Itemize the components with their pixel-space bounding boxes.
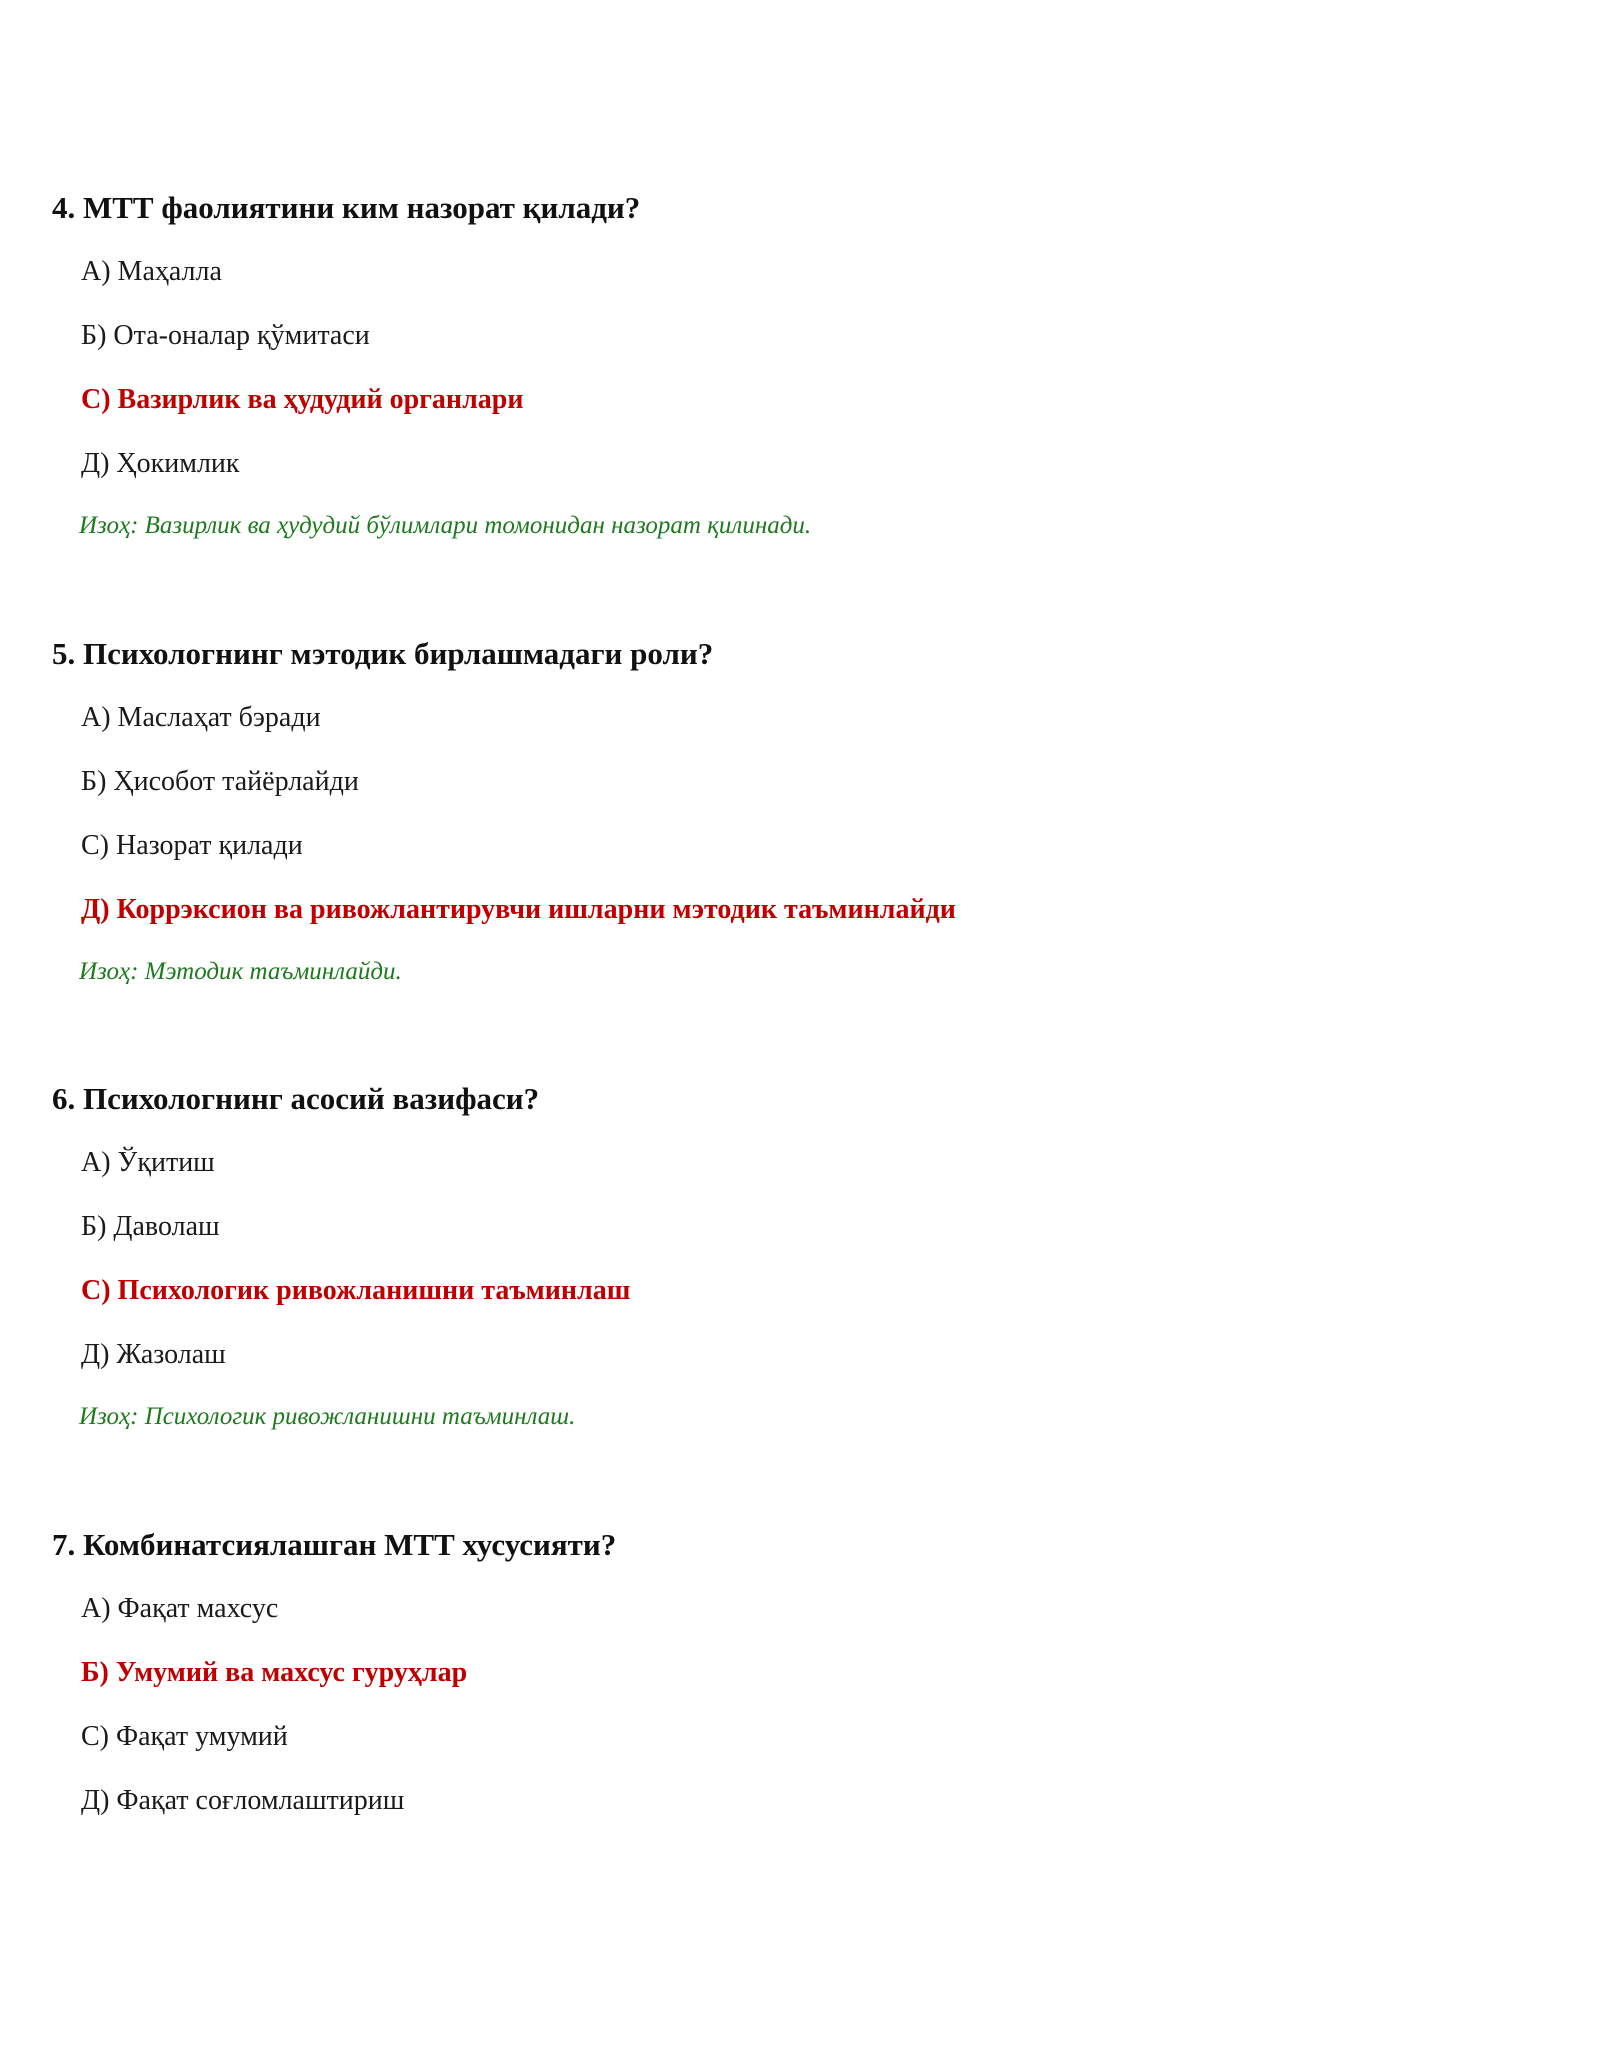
option-d-correct: Д) Коррэксион ва ривожлантирувчи ишларни мэтодик таъминлайди <box>81 894 956 925</box>
option-d: Д) Ҳокимлик <box>81 448 240 479</box>
question-5 <box>52 634 1552 992</box>
option-d: Д) Фақат соғломлаштириш <box>81 1785 405 1816</box>
question-title: 4. МТТ фаолиятини ким назорат қилади? <box>52 190 641 225</box>
option-a: А) Ўқитиш <box>81 1147 215 1178</box>
question-title: 5. Психологнинг мэтодик бирлашмадаги роли? <box>52 636 714 671</box>
explanation-note: Изоҳ: Мэтодик таъминлайди. <box>79 958 402 985</box>
option-c: С) Фақат умумий <box>81 1721 288 1752</box>
explanation-note: Изоҳ: Вазирлик ва ҳудудий бўлимлари томонидан назорат қилинади. <box>79 512 812 539</box>
option-a: А) Маслаҳат бэради <box>81 702 321 733</box>
question-6 <box>52 1079 1552 1437</box>
option-c-correct: С) Вазирлик ва ҳудудий органлари <box>81 384 524 415</box>
option-b: Б) Ота-оналар қўмитаси <box>81 320 370 351</box>
option-b-correct: Б) Умумий ва махсус гуруҳлар <box>81 1657 468 1688</box>
question-title: 7. Комбинатсиялашган МТТ хусусияти? <box>52 1527 617 1562</box>
option-a: А) Фақат махсус <box>81 1593 279 1624</box>
option-c-correct: С) Психологик ривожланишни таъминлаш <box>81 1275 631 1306</box>
question-title: 6. Психологнинг асосий вазифаси? <box>52 1081 540 1116</box>
option-b: Б) Ҳисобот тайёрлайди <box>81 766 359 797</box>
explanation-note: Изоҳ: Психологик ривожланишни таъминлаш. <box>79 1403 576 1430</box>
option-d: Д) Жазолаш <box>81 1339 226 1370</box>
option-b: Б) Даволаш <box>81 1211 220 1242</box>
question-4 <box>52 188 1552 546</box>
option-a: А) Маҳалла <box>81 256 222 287</box>
question-7 <box>52 1525 1552 1821</box>
option-c: С) Назорат қилади <box>81 830 303 861</box>
